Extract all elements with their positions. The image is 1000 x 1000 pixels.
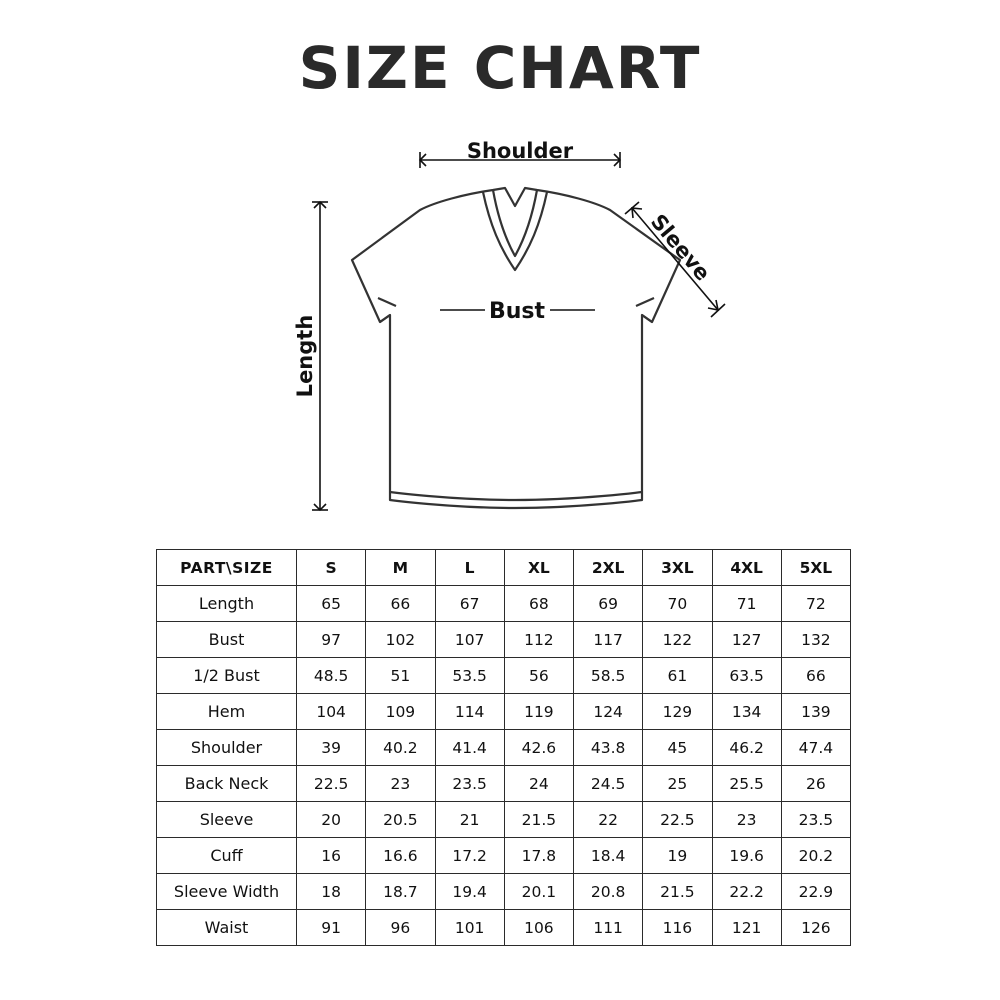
- size-table: [156, 549, 851, 946]
- row-label: Length: [157, 586, 297, 622]
- cell: 71: [712, 586, 781, 622]
- table-row: [157, 586, 851, 622]
- row-label: Back Neck: [157, 766, 297, 802]
- table-col-header-5xl: 5XL: [781, 550, 850, 586]
- cell: 23: [366, 766, 435, 802]
- cell: 66: [366, 586, 435, 622]
- cell: 18.7: [366, 874, 435, 910]
- cell: 65: [297, 586, 366, 622]
- cell: 24.5: [574, 766, 643, 802]
- cell: 16.6: [366, 838, 435, 874]
- cell: 22.2: [712, 874, 781, 910]
- cell: 20: [297, 802, 366, 838]
- cell: 16: [297, 838, 366, 874]
- cell: 48.5: [297, 658, 366, 694]
- cell: 126: [781, 910, 850, 946]
- cell: 23: [712, 802, 781, 838]
- cell: 22.9: [781, 874, 850, 910]
- table-col-header-m: M: [366, 550, 435, 586]
- cell: 42.6: [504, 730, 573, 766]
- cell: 101: [435, 910, 504, 946]
- cell: 21.5: [504, 802, 573, 838]
- table-row: [157, 658, 851, 694]
- cell: 41.4: [435, 730, 504, 766]
- cell: 109: [366, 694, 435, 730]
- table-row: [157, 694, 851, 730]
- garment-diagram: [250, 110, 770, 530]
- cell: 124: [574, 694, 643, 730]
- cell: 24: [504, 766, 573, 802]
- cell: 22: [574, 802, 643, 838]
- cell: 61: [643, 658, 712, 694]
- table-row: [157, 730, 851, 766]
- cell: 17.2: [435, 838, 504, 874]
- cell: 25: [643, 766, 712, 802]
- cell: 139: [781, 694, 850, 730]
- cell: 19: [643, 838, 712, 874]
- cell: 104: [297, 694, 366, 730]
- cell: 45: [643, 730, 712, 766]
- table-row: [157, 910, 851, 946]
- cell: 25.5: [712, 766, 781, 802]
- table-row: [157, 838, 851, 874]
- table-corner-header: PART\SIZE: [157, 550, 297, 586]
- table-col-header-2xl: 2XL: [574, 550, 643, 586]
- cell: 18.4: [574, 838, 643, 874]
- row-label: Hem: [157, 694, 297, 730]
- bust-label: Bust: [488, 299, 546, 324]
- table-col-header-s: S: [297, 550, 366, 586]
- size-table-container: [156, 549, 850, 946]
- cell: 97: [297, 622, 366, 658]
- cell: 112: [504, 622, 573, 658]
- cell: 53.5: [435, 658, 504, 694]
- cell: 70: [643, 586, 712, 622]
- cell: 111: [574, 910, 643, 946]
- cell: 22.5: [297, 766, 366, 802]
- cell: 72: [781, 586, 850, 622]
- cell: 68: [504, 586, 573, 622]
- cell: 129: [643, 694, 712, 730]
- row-label: Waist: [157, 910, 297, 946]
- cell: 17.8: [504, 838, 573, 874]
- cell: 39: [297, 730, 366, 766]
- shoulder-label: Shoulder: [466, 139, 574, 163]
- row-label: Shoulder: [157, 730, 297, 766]
- cell: 46.2: [712, 730, 781, 766]
- table-header-row: [157, 550, 851, 586]
- cell: 132: [781, 622, 850, 658]
- cell: 20.1: [504, 874, 573, 910]
- cell: 18: [297, 874, 366, 910]
- cell: 106: [504, 910, 573, 946]
- cell: 26: [781, 766, 850, 802]
- row-label: Bust: [157, 622, 297, 658]
- table-row: [157, 622, 851, 658]
- cell: 47.4: [781, 730, 850, 766]
- cell: 91: [297, 910, 366, 946]
- cell: 20.8: [574, 874, 643, 910]
- cell: 67: [435, 586, 504, 622]
- cell: 19.4: [435, 874, 504, 910]
- cell: 56: [504, 658, 573, 694]
- table-col-header-3xl: 3XL: [643, 550, 712, 586]
- sleeve-label: Sleeve: [645, 209, 715, 286]
- cell: 21.5: [643, 874, 712, 910]
- cell: 69: [574, 586, 643, 622]
- tshirt-outline: [352, 188, 680, 508]
- cell: 22.5: [643, 802, 712, 838]
- cell: 66: [781, 658, 850, 694]
- cell: 102: [366, 622, 435, 658]
- cell: 107: [435, 622, 504, 658]
- cell: 122: [643, 622, 712, 658]
- cell: 63.5: [712, 658, 781, 694]
- cell: 119: [504, 694, 573, 730]
- cell: 58.5: [574, 658, 643, 694]
- row-label: Sleeve Width: [157, 874, 297, 910]
- table-col-header-l: L: [435, 550, 504, 586]
- cell: 114: [435, 694, 504, 730]
- table-row: [157, 874, 851, 910]
- table-row: [157, 766, 851, 802]
- cell: 43.8: [574, 730, 643, 766]
- length-label: Length: [293, 314, 317, 398]
- cell: 23.5: [781, 802, 850, 838]
- cell: 116: [643, 910, 712, 946]
- row-label: Cuff: [157, 838, 297, 874]
- cell: 19.6: [712, 838, 781, 874]
- row-label: Sleeve: [157, 802, 297, 838]
- cell: 20.5: [366, 802, 435, 838]
- page-title: SIZE CHART: [298, 34, 702, 102]
- cell: 51: [366, 658, 435, 694]
- cell: 117: [574, 622, 643, 658]
- row-label: 1/2 Bust: [157, 658, 297, 694]
- cell: 121: [712, 910, 781, 946]
- cell: 40.2: [366, 730, 435, 766]
- cell: 134: [712, 694, 781, 730]
- cell: 96: [366, 910, 435, 946]
- cell: 21: [435, 802, 504, 838]
- table-col-header-xl: XL: [504, 550, 573, 586]
- table-row: [157, 802, 851, 838]
- cell: 127: [712, 622, 781, 658]
- table-col-header-4xl: 4XL: [712, 550, 781, 586]
- cell: 23.5: [435, 766, 504, 802]
- cell: 20.2: [781, 838, 850, 874]
